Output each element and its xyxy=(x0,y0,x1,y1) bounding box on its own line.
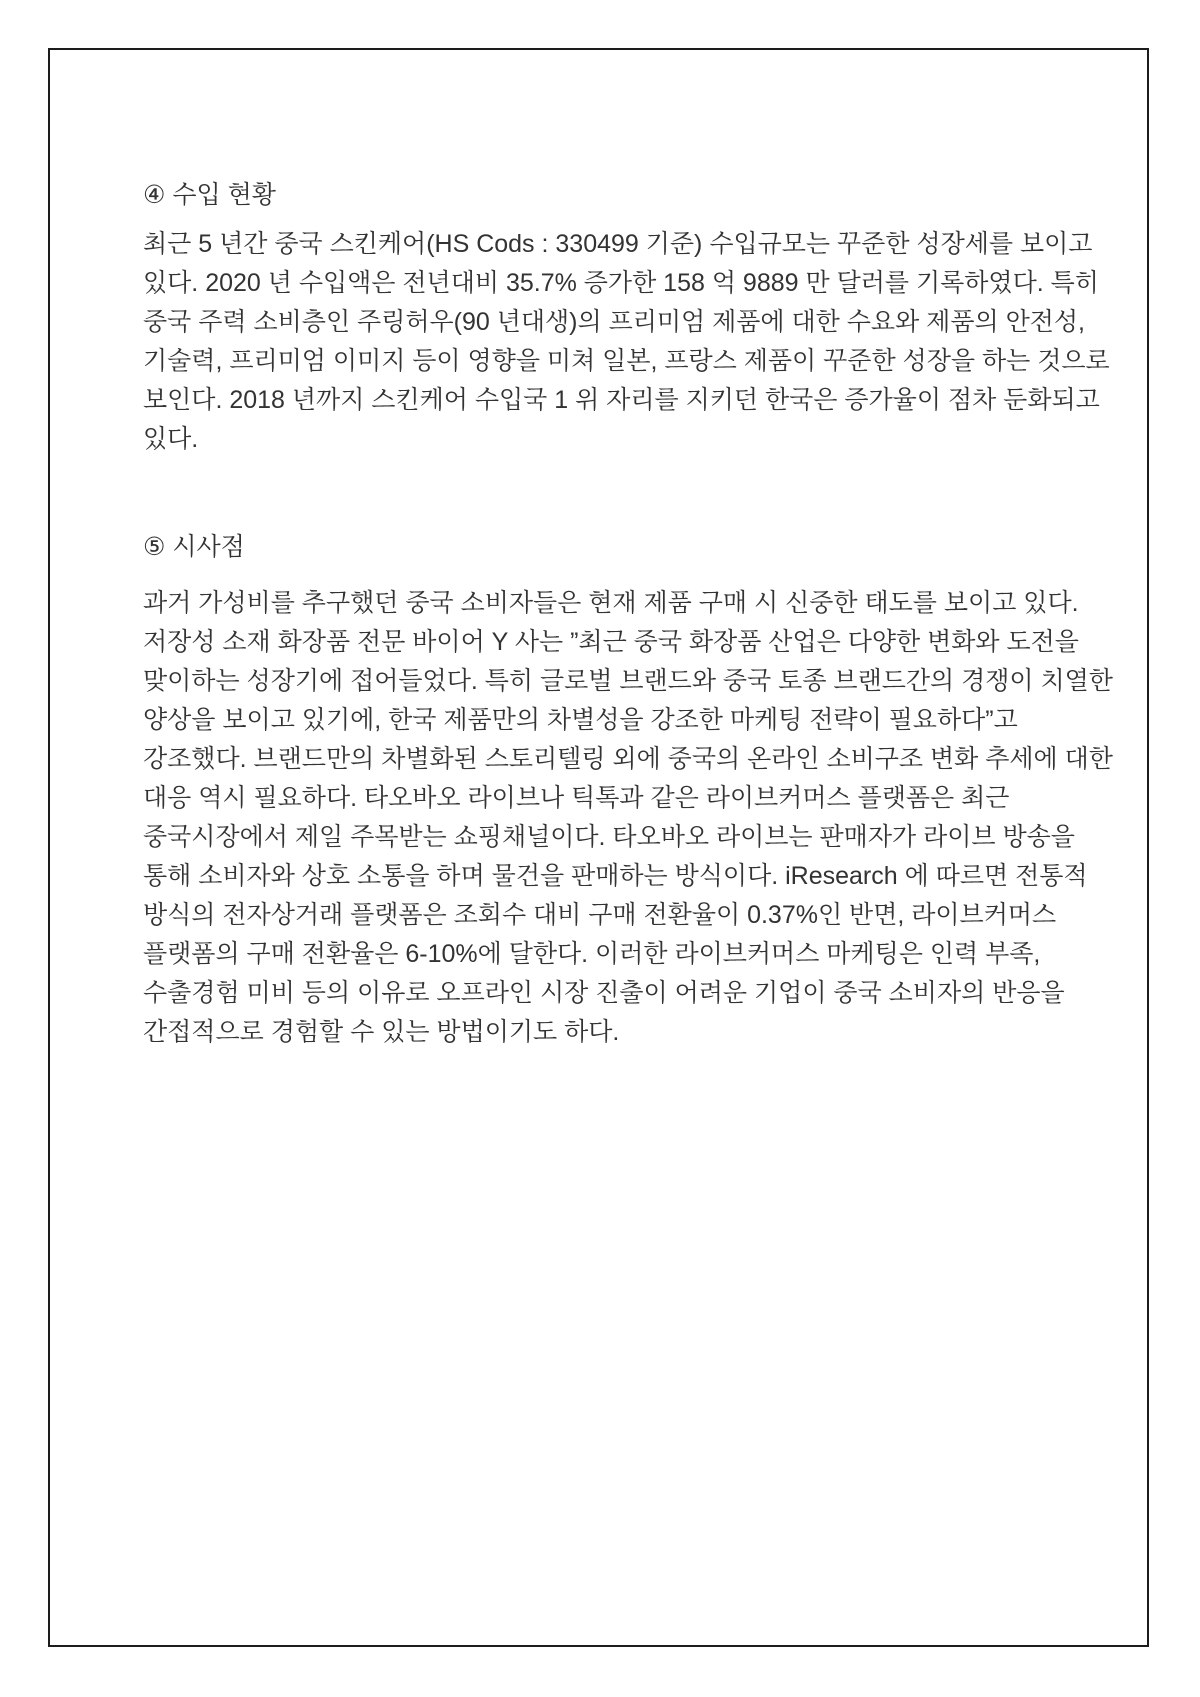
section-implications-paragraph xyxy=(143,584,1113,1052)
text-line: 간접적으로 경험할 수 있는 방법이기도 하다. xyxy=(143,1018,620,1046)
text-line: 중국시장에서 제일 주목받는 쇼핑채널이다. 타오바오 라이브는 판매자가 라이브 방송을 xyxy=(143,823,1075,851)
text-line: 통해 소비자와 상호 소통을 하며 물건을 판매하는 방식이다. iResearch 에 따르면 전통적 xyxy=(143,862,1088,890)
text-line: 수출경험 미비 등의 이유로 오프라인 시장 진출이 어려운 기업이 중국 소비자의 반응을 xyxy=(143,979,1065,1007)
text-line: 강조했다. 브랜드만의 차별화된 스토리텔링 외에 중국의 온라인 소비구조 변화 추세에 대한 xyxy=(143,745,1113,773)
text-line: 보인다. 2018 년까지 스킨케어 수입국 1 위 자리를 지키던 한국은 증가율이 점차 둔화되고 xyxy=(143,386,1100,414)
text-line: 방식의 전자상거래 플랫폼은 조회수 대비 구매 전환율이 0.37%인 반면, 라이브커머스 xyxy=(143,901,1057,929)
text-line: 있다. xyxy=(143,425,199,453)
text-line: 저장성 소재 화장품 전문 바이어 Y 사는 ”최근 중국 화장품 산업은 다양한 변화와 도전을 xyxy=(143,628,1079,656)
section-heading-implications: ⑤ 시사점 xyxy=(143,533,245,561)
text-line: 맞이하는 성장기에 접어들었다. 특히 글로벌 브랜드와 중국 토종 브랜드간의 경쟁이 치열한 xyxy=(143,667,1113,695)
text-line: 있다. 2020 년 수입액은 전년대비 35.7% 증가한 158 억 9889 만 달러를 기록하였다. 특히 xyxy=(143,269,1099,297)
text-line: 플랫폼의 구매 전환율은 6-10%에 달한다. 이러한 라이브커머스 마케팅은 인력 부족, xyxy=(143,940,1041,968)
text-line: 대응 역시 필요하다. 타오바오 라이브나 틱톡과 같은 라이브커머스 플랫폼은 최근 xyxy=(143,784,1010,812)
text-line: 과거 가성비를 추구했던 중국 소비자들은 현재 제품 구매 시 신중한 태도를 보이고 있다. xyxy=(143,589,1079,617)
section-heading-import-status: ④ 수입 현황 xyxy=(143,181,276,209)
text-line: 기술력, 프리미엄 이미지 등이 영향을 미쳐 일본, 프랑스 제품이 꾸준한 성장을 하는 것으로 xyxy=(143,347,1110,375)
text-line: 중국 주력 소비층인 주링허우(90 년대생)의 프리미엄 제품에 대한 수요와 제품의 안전성, xyxy=(143,308,1085,336)
section-import-status-paragraph xyxy=(143,225,1110,459)
text-line: 최근 5 년간 중국 스킨케어(HS Cods : 330499 기준) 수입규모는 꾸준한 성장세를 보이고 xyxy=(143,230,1093,258)
text-line: 양상을 보이고 있기에, 한국 제품만의 차별성을 강조한 마케팅 전략이 필요하다”고 xyxy=(143,706,1018,734)
